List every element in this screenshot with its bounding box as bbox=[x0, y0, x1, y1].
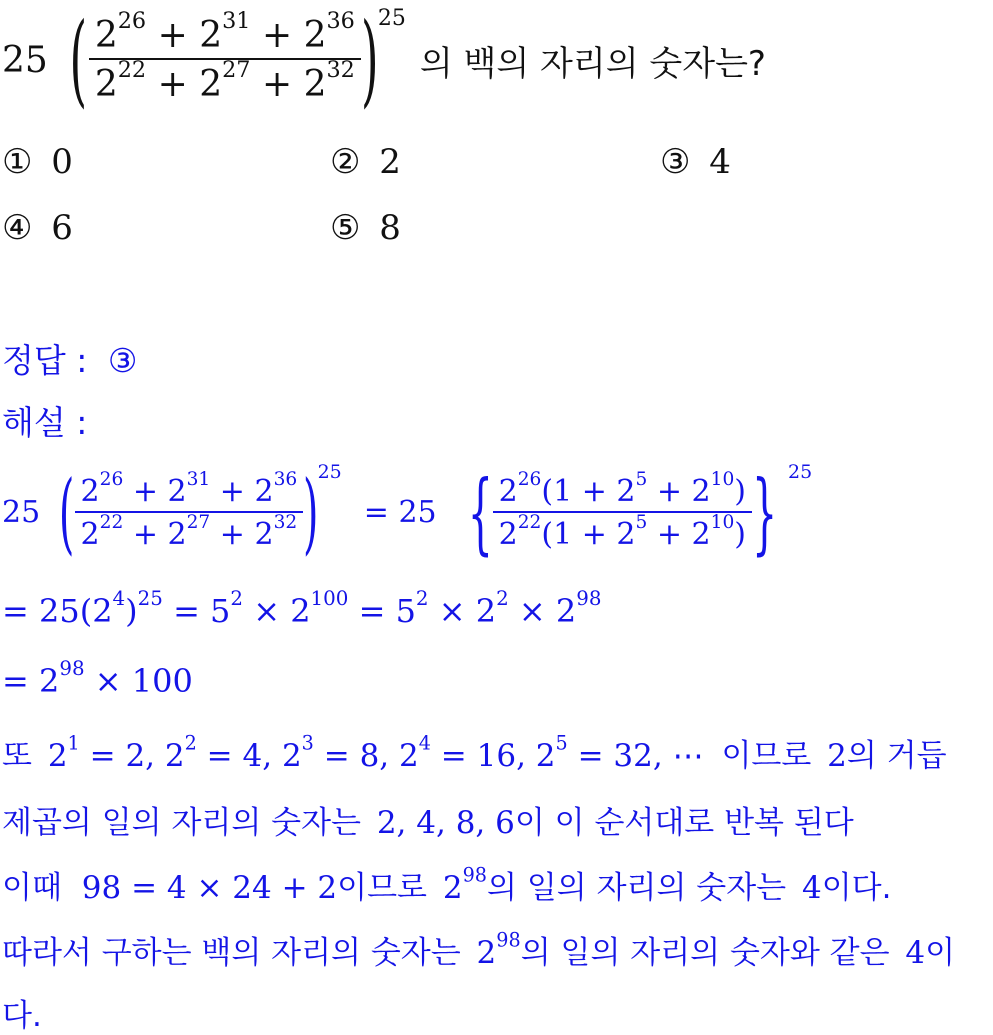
choice-1[interactable]: ① 0 bbox=[2, 142, 73, 182]
solution-line-6: 이때 98 = 4 × 24 + 2이므로 $2^{98}$의 일의 자리의 숫자는 4이다. bbox=[2, 863, 892, 906]
question-denominator: $2^{22} + 2^{27} + 2^{32}$ bbox=[94, 57, 355, 105]
question-numerator: $2^{26} + 2^{31} + 2^{36}$ bbox=[89, 15, 361, 60]
choice-4[interactable]: ④ 6 bbox=[2, 208, 73, 248]
answer-label: 정답 : bbox=[2, 341, 88, 380]
solution-equation-1: 25 ( $\frac{2^{26} + 2^{31} + 2^{36}}{2^{22} + 2^{27} + 2^{32}}$ ) 25 = 25 { $\frac{2^{26}(1 + 2^5 + 2^{10})}{2^{22}(1 + 2^5 + 2^{10})}$ } 25 bbox=[2, 460, 813, 564]
solution-equation-3: = $2^{98} \times 100$ bbox=[2, 657, 193, 700]
explanation-label: 해설 : bbox=[2, 403, 88, 442]
choice-3[interactable]: ③ 4 bbox=[660, 142, 731, 182]
question-line bbox=[2, 0, 766, 120]
choice-5[interactable]: ⑤ 8 bbox=[330, 208, 401, 248]
outer-exponent: 25 bbox=[377, 6, 406, 31]
solution-line-7: 따라서 구하는 백의 자리의 숫자는 $2^{98}$의 일의 자리의 숫자와 같은 4이 bbox=[2, 928, 956, 971]
solution-line-8: 다. bbox=[2, 998, 42, 1034]
question-text: 의 백의 자리의 숫자는? bbox=[419, 43, 766, 84]
question-fraction bbox=[89, 8, 361, 105]
answer-line bbox=[2, 335, 137, 382]
question-coefficient: 25 bbox=[2, 39, 48, 81]
left-paren: ( bbox=[69, 1, 87, 118]
solution-line-5: 제곱의 일의 자리의 숫자는 2, 4, 8, 6이 이 순서대로 반복 된다 bbox=[2, 805, 854, 841]
solution-equation-2: = $25(2^4)^{25} = 5^2 \times 2^{100} = 5^2 \times 2^2 \times 2^{98}$ bbox=[2, 587, 602, 630]
answer-value: ③ bbox=[107, 341, 138, 380]
choice-2[interactable]: ② 2 bbox=[330, 142, 401, 182]
solution-line-4: 또 $2^1 = 2$, $2^2 = 4$, $2^3 = 8$, $2^4 = 16$, $2^5 = 32$, ⋯ 이므로 2의 거듭 bbox=[2, 731, 947, 774]
right-paren: ) bbox=[360, 1, 379, 118]
